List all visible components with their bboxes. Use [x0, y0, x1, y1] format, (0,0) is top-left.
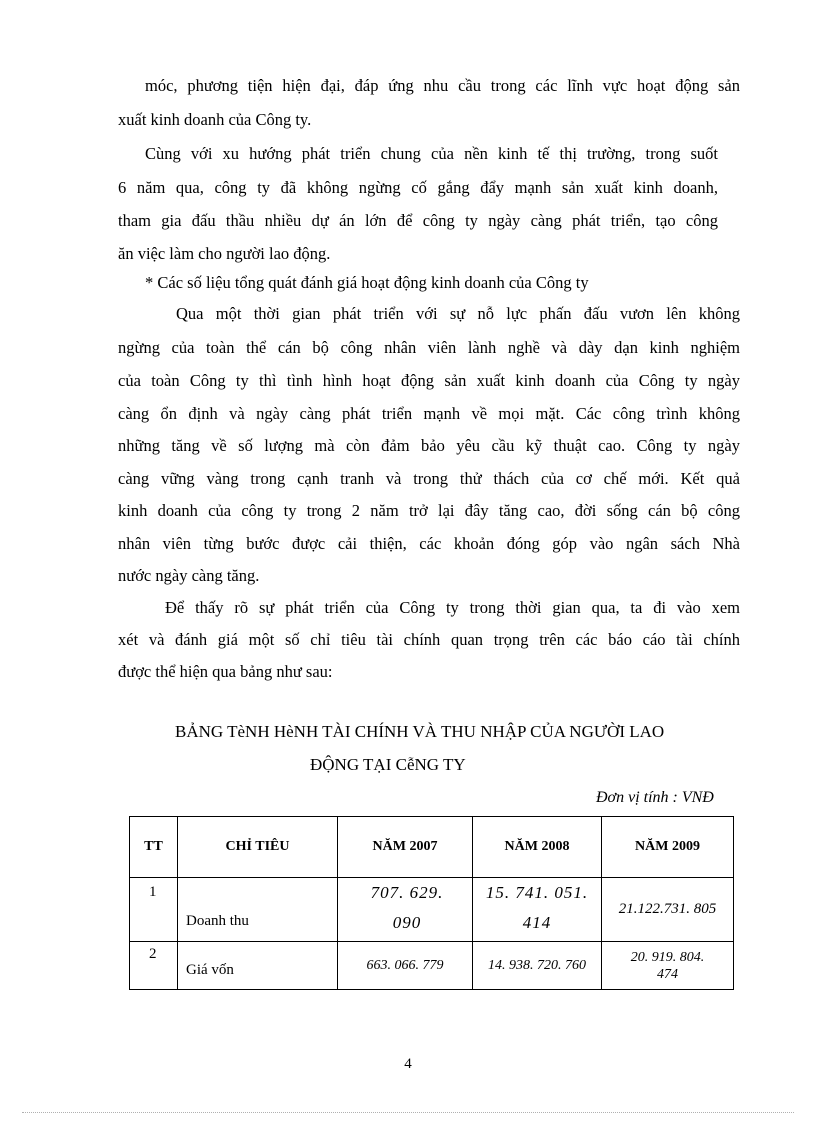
table-title-line1: BẢNG TèNH HèNH TÀI CHÍNH VÀ THU NHẬP CỦA NGƯỜI LAO	[175, 722, 665, 741]
header-chi-tieu: CHỈ TIÊU	[178, 817, 338, 878]
value-2007: 707. 629. 090	[370, 883, 444, 932]
footer-rule	[22, 1112, 794, 1113]
header-tt: TT	[130, 817, 178, 878]
paragraph-line: móc, phương tiện hiện đại, đáp ứng nhu cầu trong các lĩnh vực hoạt động sản	[145, 76, 740, 95]
table-row	[130, 878, 734, 942]
header-year-2008: NĂM 2008	[473, 817, 602, 878]
header-year-2009: NĂM 2009	[602, 817, 734, 878]
paragraph-line: ngừng của toàn thể cán bộ công nhân viên lành nghề và dày dạn kinh nghiệm	[118, 338, 740, 357]
paragraph-line: nước ngày càng tăng.	[118, 566, 260, 585]
row-2009-cell	[602, 942, 734, 990]
paragraph-line: những tăng về số lượng mà còn đảm bảo yêu cầu kỹ thuật cao. Công ty ngày	[118, 436, 740, 455]
paragraph-line: được thể hiện qua bảng như sau:	[118, 662, 333, 681]
value-2009: 20. 919. 804. 474	[630, 949, 705, 982]
value-2007: 663. 066. 779	[366, 957, 444, 973]
row-tt: 2	[149, 946, 157, 962]
row-label-cell	[178, 942, 338, 990]
row-label-cell	[178, 878, 338, 942]
value-2009: 21.122.731. 805	[618, 901, 717, 917]
paragraph-line: ăn việc làm cho người lao động.	[118, 244, 331, 263]
row-label: Doanh thu	[186, 913, 249, 929]
row-tt-cell	[130, 878, 178, 942]
paragraph-line: Cùng với xu hướng phát triển chung của nền kinh tế thị trường, trong suốt	[145, 144, 718, 163]
row-tt: 1	[149, 884, 157, 900]
row-2007-cell	[338, 942, 473, 990]
paragraph-line: nhân viên từng bước được cải thiện, các khoản đóng góp vào ngân sách Nhà	[118, 534, 740, 553]
header-year-2007: NĂM 2007	[338, 817, 473, 878]
paragraph-line: tham gia đấu thầu nhiều dự án lớn để công ty ngày càng phát triển, tạo công	[118, 211, 718, 230]
paragraph-line: càng ổn định và ngày càng phát triển mạnh về mọi mặt. Các công trình không	[118, 404, 740, 423]
value-2008: 15. 741. 051. 414	[485, 883, 589, 932]
paragraph-line: xét và đánh giá một số chỉ tiêu tài chính quan trọng trên các báo cáo tài chính	[118, 630, 740, 649]
paragraph-line: Để thấy rõ sự phát triển của Công ty trong thời gian qua, ta đi vào xem	[165, 598, 740, 617]
page-number: 4	[404, 1056, 412, 1072]
section-heading: * Các số liệu tổng quát đánh giá hoạt động kinh doanh của Công ty	[145, 273, 589, 292]
unit-label: Đơn vị tính : VNĐ	[596, 789, 714, 806]
row-2008-cell	[473, 878, 602, 942]
row-2009-cell	[602, 878, 734, 942]
row-2008-cell	[473, 942, 602, 990]
table-header-row	[130, 817, 734, 878]
paragraph-line: Qua một thời gian phát triển với sự nỗ lực phấn đấu vươn lên không	[176, 304, 740, 323]
row-tt-cell	[130, 942, 178, 990]
paragraph-line: xuất kinh doanh của Công ty.	[118, 110, 312, 129]
paragraph-line: càng vững vàng trong cạnh tranh và trong thử thách của cơ chế mới. Kết quả	[118, 469, 740, 488]
table-title-line2: ĐỘNG TẠI CễNG TY	[310, 755, 466, 774]
paragraph-line: của toàn Công ty thì tình hình hoạt động sản xuất kinh doanh của Công ty ngày	[118, 371, 740, 390]
row-label: Giá vốn	[186, 962, 234, 978]
financial-table	[129, 816, 734, 990]
value-2008: 14. 938. 720. 760	[488, 958, 586, 973]
table-row	[130, 942, 734, 990]
paragraph-line: kinh doanh của công ty trong 2 năm trở lại đây tăng cao, đời sống cán bộ công	[118, 501, 740, 520]
row-2007-cell	[338, 878, 473, 942]
paragraph-line: 6 năm qua, công ty đã không ngừng cố gắng đẩy mạnh sản xuất kinh doanh,	[118, 178, 718, 197]
